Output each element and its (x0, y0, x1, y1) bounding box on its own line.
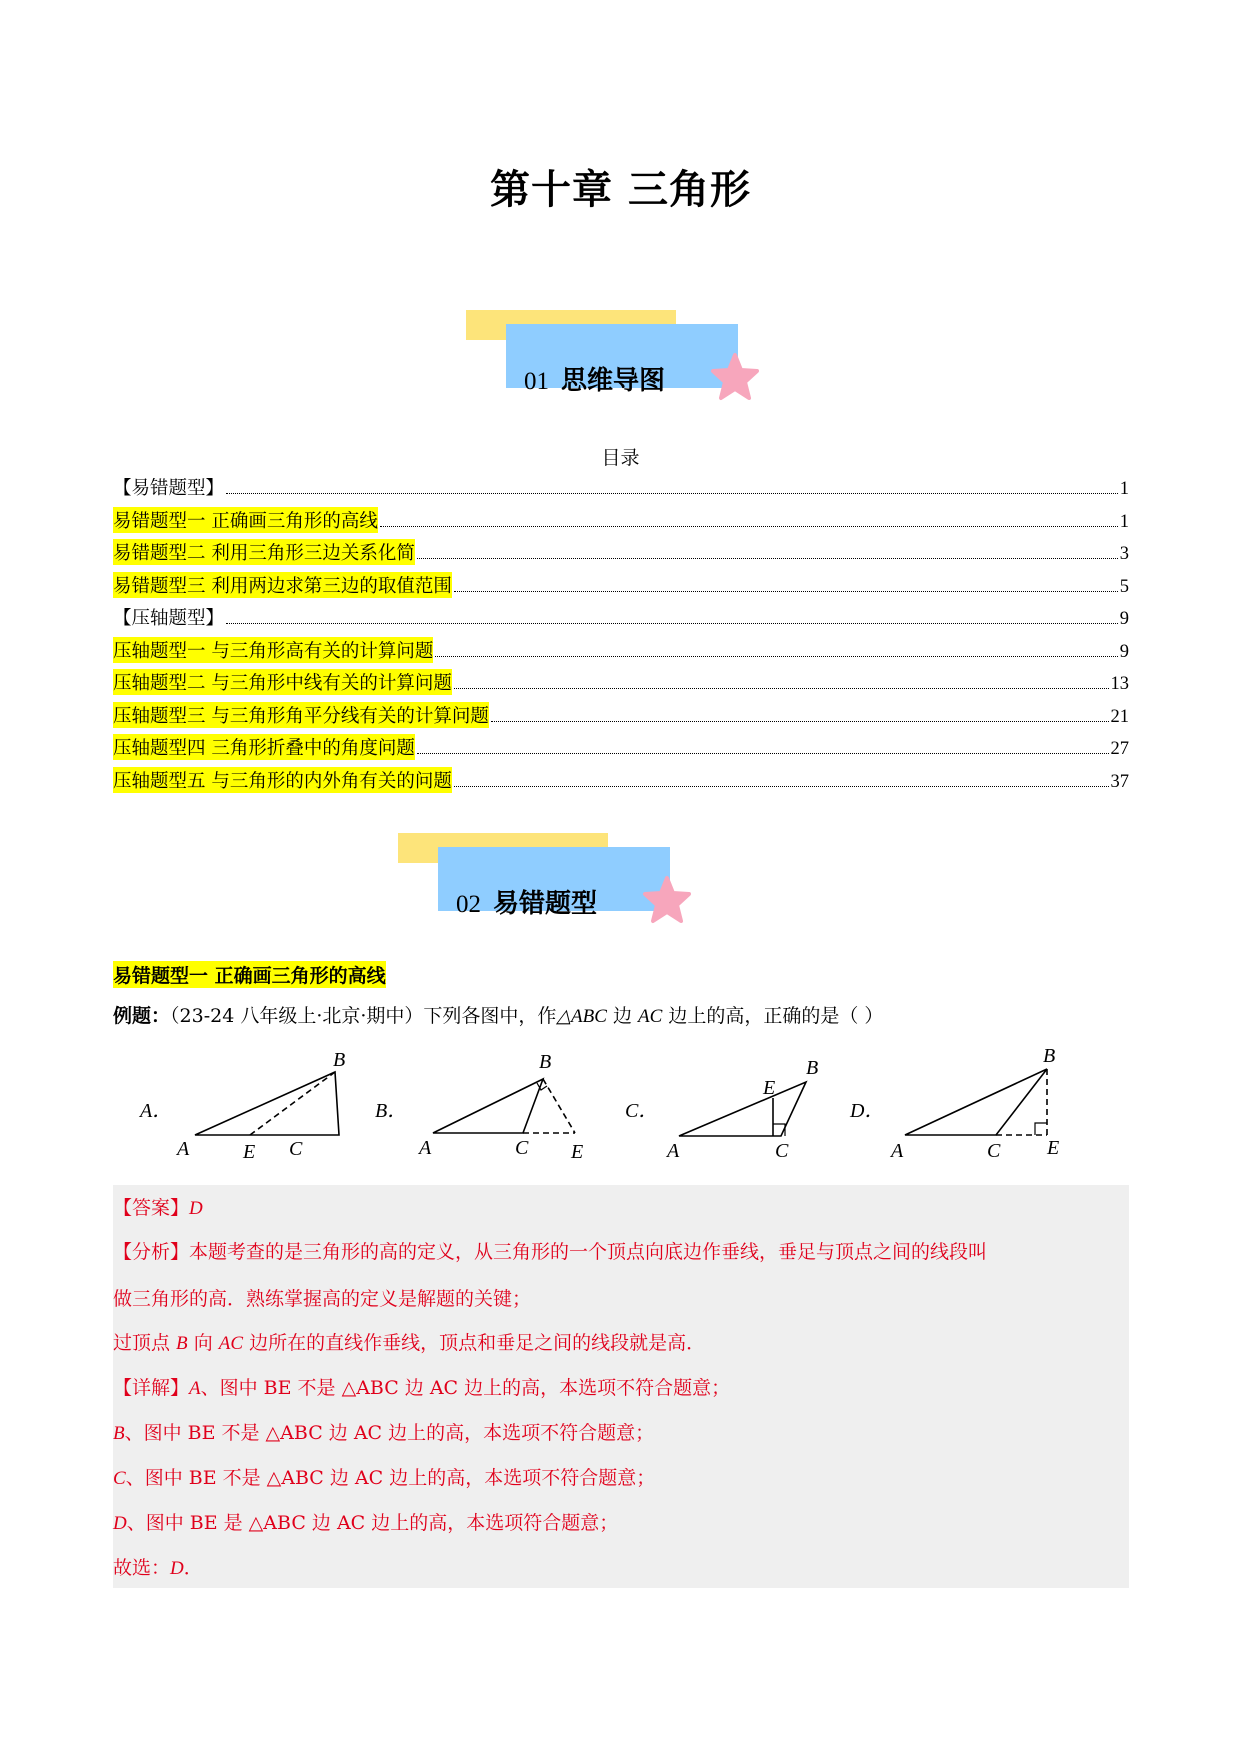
toc-leader-dots (454, 786, 1109, 787)
analysis-line: 【分析】本题考查的是三角形的高的定义，从三角形的一个顶点向底边作垂线，垂足与顶点之间的线段叫 (113, 1241, 988, 1263)
banner-label (456, 883, 597, 920)
option-label-c: C． (625, 1100, 659, 1122)
text-span: 、图中 BE 是 △ABC 边 AC 边上的高，本选项符合题意； (126, 1512, 619, 1534)
figure-c (679, 1082, 806, 1136)
toc-page-number: 9 (1119, 641, 1129, 662)
toc-entry[interactable] (113, 604, 1129, 637)
detail-tag: 【详解】 (113, 1377, 190, 1399)
example-source: （23-24 八年级上·北京·期中）下列各图中，作 (170, 1005, 557, 1027)
vertex-label: E (1047, 1137, 1060, 1159)
toc-leader-dots (380, 526, 1118, 527)
toc-leader-dots (454, 591, 1118, 592)
option-label-b: B． (375, 1100, 408, 1122)
toc-leader-dots (454, 688, 1109, 689)
figure-d (905, 1069, 1047, 1135)
banner-number: 02 (456, 891, 481, 918)
toc-page-number: 9 (1119, 609, 1129, 629)
toc-page-number: 1 (1119, 479, 1129, 499)
detail-line (113, 1508, 618, 1535)
toc-leader-dots (226, 493, 1118, 494)
toc-entry-text: 压轴题型三 与三角形角平分线有关的计算问题 (113, 702, 489, 728)
answer-box (113, 1185, 1129, 1588)
example-text: 边上的高，正确的是（ ） (662, 1005, 884, 1027)
text-span: 向 (187, 1332, 219, 1354)
option-letter: C (113, 1468, 126, 1489)
conclusion-line (113, 1553, 203, 1580)
toc-leader-dots (491, 721, 1109, 722)
toc-entry-text: 压轴题型一 与三角形高有关的计算问题 (113, 637, 433, 663)
vertex-label: A (177, 1138, 190, 1160)
toc-entry-text: 易错题型二 利用三角形三边关系化简 (113, 539, 415, 565)
side-symbol: AC (638, 1006, 663, 1027)
toc-page-number: 37 (1110, 771, 1129, 792)
option-label-a: A． (140, 1100, 173, 1122)
triangle-symbol: △ABC (556, 1006, 607, 1027)
table-of-contents (113, 474, 1129, 799)
text-span: 故选： (113, 1557, 171, 1579)
banner-label (524, 360, 665, 397)
detail-line (113, 1463, 655, 1490)
vertex-label: B (333, 1049, 346, 1071)
toc-leader-dots (417, 558, 1118, 559)
toc-entry-text: 压轴题型二 与三角形中线有关的计算问题 (113, 669, 452, 695)
section-banner-mindmap (466, 310, 756, 410)
text-span: 、图中 BE 不是 △ABC 边 AC 边上的高，本选项不符合题意； (124, 1422, 655, 1444)
toc-entry[interactable] (113, 767, 1129, 800)
vertex-label: C (987, 1140, 1001, 1162)
toc-entry-text: 【压轴题型】 (113, 608, 225, 629)
vertex-label: A (419, 1137, 432, 1159)
toc-entry-text: 【易错题型】 (113, 478, 225, 499)
text-span: 过顶点 (113, 1332, 177, 1354)
toc-entry[interactable] (113, 669, 1129, 702)
vertex-label: C (515, 1137, 529, 1159)
toc-entry-text: 易错题型一 正确画三角形的高线 (113, 507, 378, 533)
toc-page-number: 3 (1119, 544, 1129, 564)
detail-line (113, 1418, 654, 1445)
analysis-line: 做三角形的高．熟练掌握高的定义是解题的关键； (113, 1288, 532, 1310)
banner-number: 01 (524, 368, 549, 395)
toc-leader-dots (417, 753, 1109, 754)
toc-entry-text: 压轴题型四 三角形折叠中的角度问题 (113, 734, 415, 760)
text-span: B (176, 1333, 188, 1354)
banner-text: 思维导图 (561, 366, 666, 396)
vertex-label: E (243, 1141, 256, 1163)
text-span: ． (183, 1557, 203, 1579)
analysis-line (113, 1328, 705, 1355)
page-title: 第十章 三角形 (490, 167, 751, 213)
option-letter: A (189, 1378, 201, 1399)
vertex-label: E (763, 1077, 776, 1099)
toc-entry-text: 压轴题型五 与三角形的内外角有关的问题 (113, 767, 452, 793)
section-banner-error-prone (398, 833, 688, 933)
toc-title: 目录 (601, 447, 640, 469)
detail-line (113, 1373, 730, 1400)
vertex-label: B (539, 1051, 552, 1073)
toc-entry[interactable] (113, 572, 1129, 605)
toc-entry[interactable] (113, 734, 1129, 767)
toc-leader-dots (226, 623, 1118, 624)
option-letter: B (113, 1423, 125, 1444)
option-figures (113, 1038, 1133, 1168)
toc-entry-text: 易错题型三 利用两边求第三边的取值范围 (113, 572, 452, 598)
banner-text: 易错题型 (493, 889, 598, 919)
answer-value: D (189, 1198, 203, 1219)
star-icon (710, 352, 760, 402)
toc-page-number: 27 (1110, 739, 1129, 759)
toc-page-number: 1 (1119, 511, 1129, 532)
toc-page-number: 5 (1119, 576, 1129, 597)
toc-page-number: 21 (1110, 706, 1129, 727)
option-letter: D (170, 1558, 184, 1579)
vertex-label: B (1043, 1045, 1056, 1067)
figure-a (195, 1072, 339, 1135)
vertex-label: B (806, 1057, 819, 1079)
answer-line (113, 1193, 203, 1220)
toc-entry[interactable] (113, 474, 1129, 507)
toc-entry[interactable] (113, 637, 1129, 670)
example-text: 边 (606, 1005, 639, 1027)
example-question (113, 1001, 883, 1028)
example-label: 例题： (113, 1005, 171, 1027)
text-span: 边所在的直线作垂线，顶点和垂足之间的线段就是高． (243, 1332, 706, 1354)
figure-b (433, 1079, 575, 1133)
toc-entry[interactable] (113, 539, 1129, 572)
option-label-d: D． (850, 1100, 885, 1122)
toc-entry[interactable] (113, 507, 1129, 540)
vertex-label: E (571, 1141, 584, 1163)
option-letter: D (113, 1513, 127, 1534)
text-span: AC (218, 1333, 244, 1354)
toc-page-number: 13 (1110, 674, 1129, 694)
star-icon (642, 875, 692, 925)
section-heading: 易错题型一 正确画三角形的高线 (113, 961, 386, 988)
toc-entry[interactable] (113, 702, 1129, 735)
answer-tag: 【答案】 (113, 1197, 190, 1219)
vertex-label: A (667, 1140, 680, 1162)
vertex-label: C (289, 1138, 303, 1160)
vertex-label: C (775, 1140, 789, 1162)
vertex-label: A (891, 1140, 904, 1162)
text-span: 、图中 BE 不是 △ABC 边 AC 边上的高，本选项不符合题意； (200, 1377, 731, 1399)
text-span: 、图中 BE 不是 △ABC 边 AC 边上的高，本选项不符合题意； (125, 1467, 656, 1489)
toc-leader-dots (435, 656, 1117, 657)
